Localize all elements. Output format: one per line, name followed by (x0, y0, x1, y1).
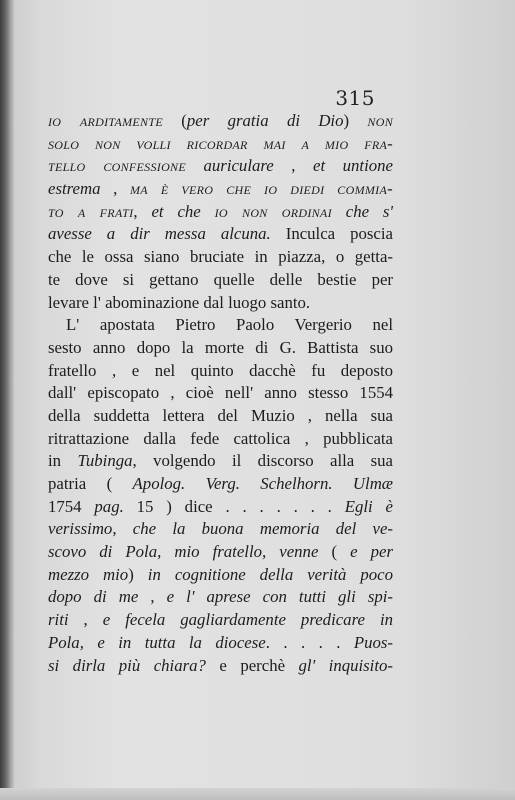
text-segment: , (273, 156, 314, 176)
page-number: 315 (335, 86, 375, 110)
text-line (48, 269, 393, 292)
text-segment: si dirla più chiara? (48, 655, 206, 675)
text-segment: che s' (345, 201, 394, 221)
text-segment: Puos- (353, 632, 394, 652)
text-segment: , (138, 587, 167, 607)
text-segment: ma è vero che io diedi commia- (129, 179, 393, 199)
text-segment: et che (151, 201, 201, 221)
text-segment: e perchè (205, 655, 299, 675)
text-line (48, 541, 393, 564)
text-segment: estrema (48, 179, 101, 199)
text-segment: 1754 (48, 496, 95, 516)
text-segment: ( (162, 111, 187, 130)
text-segment: dall' episcopato , cioè nell' anno stesso 1554 (48, 383, 393, 403)
text-segment: gl' inquisito- (298, 655, 393, 675)
page-bottom-edge (0, 788, 515, 800)
text-line (48, 655, 393, 678)
text-line (48, 133, 393, 156)
text-segment: ) (343, 111, 368, 130)
text-segment: tello confessione (48, 156, 186, 176)
text-line (48, 428, 393, 451)
text-segment: Pola, e in tutta la diocese (48, 632, 266, 652)
text-line (48, 223, 393, 246)
text-segment (201, 202, 215, 221)
text-segment: levare l' abominazione dal luogo santo. (48, 292, 311, 312)
text-segment: pag. (94, 496, 124, 516)
text-line (48, 201, 393, 224)
text-line (48, 314, 393, 337)
text-segment: io arditamente (48, 111, 163, 130)
text-segment: fratello , e nel quinto dacchè fu deposto (48, 360, 393, 380)
text-line (48, 337, 393, 360)
text-segment: te dove si gettano quelle delle bestie per (48, 269, 393, 289)
text-line (48, 564, 393, 587)
text-segment: e per (350, 542, 394, 562)
text-segment: patria ( (48, 474, 133, 493)
text-segment: et untione (313, 156, 393, 176)
text-segment: , (100, 179, 130, 199)
text-line (48, 473, 393, 496)
text-segment: , (68, 610, 103, 630)
text-segment: dopo di me (48, 587, 139, 607)
text-line (48, 405, 393, 428)
text-segment: solo non volli ricordar mai a mio fra- (48, 133, 393, 153)
book-spine-shadow (0, 0, 14, 800)
text-segment: riti (48, 610, 69, 630)
text-segment: , (133, 201, 152, 221)
text-segment: in (48, 451, 78, 471)
text-segment: e fecela gagliardamente predicare in (102, 610, 393, 630)
text-segment: io non ordinai (214, 201, 332, 221)
text-segment: sesto anno dopo la morte di G. Battista suo (48, 337, 393, 357)
text-segment: scovo di Pola, mio fratello, venne (48, 542, 319, 562)
text-segment: Egli è (344, 496, 393, 516)
text-line (48, 450, 393, 473)
text-segment: avesse a dir messa alcuna. (48, 224, 271, 244)
body-text (48, 110, 393, 677)
text-line (48, 632, 393, 655)
text-segment: L' apostata Pietro Paolo Vergerio nel (66, 315, 393, 335)
text-line (48, 609, 393, 632)
text-segment (332, 202, 346, 221)
text-segment: . . . . . (265, 632, 354, 652)
text-segment: della suddetta lettera del Muzio , nella sua (48, 405, 393, 425)
text-segment: Apolog. Verg. Schelhorn. Ulmæ (132, 474, 394, 493)
text-segment: mezzo mio (48, 564, 129, 584)
text-segment: ritrattazione dalla fede cattolica , pubblicata (48, 428, 393, 448)
text-line (48, 496, 393, 519)
text-segment: to a frati (48, 201, 134, 221)
text-segment: Inculca poscia (270, 224, 393, 244)
text-segment: 15 ) dice . . . . . . . (123, 496, 345, 516)
text-segment: ( (318, 542, 351, 562)
text-segment: , volgendo il discorso alla sua (132, 451, 394, 471)
text-segment: non (367, 111, 393, 130)
text-segment: verissimo, che la buona memoria del ve- (48, 519, 393, 539)
text-line (48, 178, 393, 201)
text-line (48, 586, 393, 609)
text-segment: per gratia di Dio (186, 111, 344, 130)
text-line (48, 110, 393, 133)
text-segment: ) (128, 564, 148, 584)
text-line (48, 246, 393, 269)
text-line (48, 518, 393, 541)
text-line (48, 382, 393, 405)
text-segment: auriculare (185, 156, 274, 176)
text-line (48, 292, 393, 315)
text-line (48, 155, 393, 178)
text-line (48, 360, 393, 383)
text-segment: e l' aprese con tutti gli spi- (166, 587, 393, 607)
text-segment: in cognitione della verità poco (147, 564, 393, 584)
text-segment: Tubinga (77, 451, 133, 471)
text-segment: che le ossa siano bruciate in piazza, o getta- (48, 247, 393, 267)
